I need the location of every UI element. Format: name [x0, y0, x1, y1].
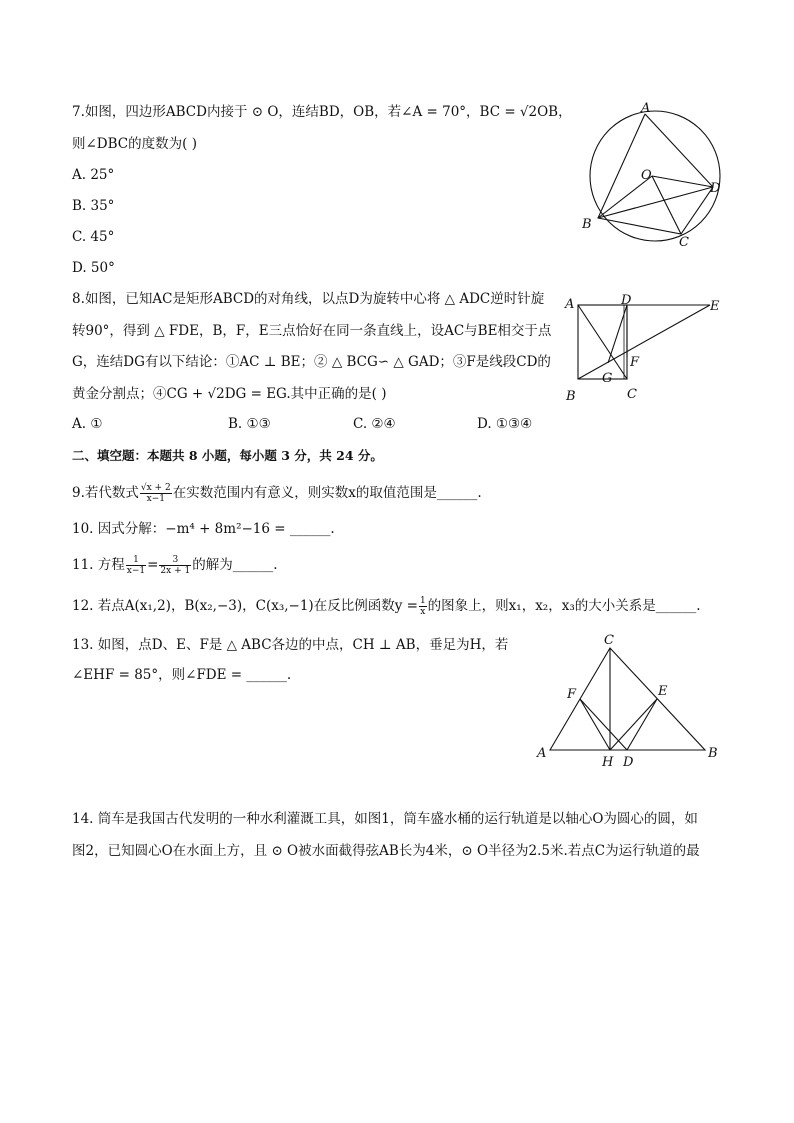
- q13-label-a: A: [537, 746, 547, 761]
- q9-denominator: x−1: [146, 494, 165, 504]
- q8-option-b: B. ①③: [228, 416, 271, 432]
- q8-label-a: A: [565, 297, 575, 312]
- q12-prefix: 12. 若点A(x₁,2)，B(x₂,−3)，C(x₃,−1)在反比例函数y =: [72, 598, 418, 614]
- q13-segment-eh: [610, 699, 657, 750]
- q11-line: [72, 551, 278, 579]
- q8-option-d: D. ①③④: [477, 416, 533, 432]
- q8-label-e: E: [710, 299, 720, 314]
- q8-line2: 转90°，得到 △ FDE，B，F，E三点恰好在同一条直线上，设AC与BE相交于点: [72, 323, 552, 339]
- q13-segment-fd: [580, 699, 627, 750]
- q12-denominator: x: [420, 607, 426, 617]
- q7-option-b: B. 35°: [72, 198, 115, 214]
- q7-figure: [575, 100, 735, 260]
- q11-denominator-left: x−1: [126, 566, 146, 576]
- q7-label-d: D: [710, 181, 721, 196]
- q8-option-c: C. ②④: [353, 416, 396, 432]
- q10-line: 10. 因式分解：−m⁴ + 8m²−16 = ______.: [72, 521, 335, 537]
- q8-line4: 黄金分割点；④CG + √2DG = EG.其中正确的是( ): [72, 386, 387, 402]
- q8-figure: [560, 292, 730, 404]
- q7-line2: 则∠DBC的度数为( ): [72, 136, 197, 152]
- q8-label-c: C: [627, 387, 637, 402]
- q14-line2: 图2，已知圆心O在水面上方，且 ⊙ O被水面截得弦AB长为4米，⊙ O半径为2.5米.若点C为运行轨道的最: [72, 843, 700, 859]
- q7-label-a: A: [641, 101, 651, 116]
- q8-segment-be: [578, 305, 710, 379]
- q13-segment-ed: [627, 699, 657, 750]
- q8-option-a: A. ①: [72, 416, 103, 432]
- q8-label-d: D: [621, 293, 632, 308]
- q13-line1: 13. 如图，点D、E、F是 △ ABC各边的中点，CH ⊥ AB，垂足为H，若: [72, 637, 509, 653]
- q11-numerator-left: 1: [126, 555, 146, 566]
- q9-numerator: √x + 2: [140, 483, 171, 493]
- q7-option-a: A. 25°: [72, 167, 115, 183]
- q13-figure: [535, 630, 725, 770]
- q12-numerator: 1: [419, 596, 426, 606]
- q13-line2: ∠EHF = 85°，则∠FDE = ______.: [72, 667, 292, 683]
- q12-suffix: 的图象上，则x₁，x₂，x₃的大小关系是______.: [427, 598, 701, 614]
- q7-line1: 7.如图，四边形ABCD内接于 ⊙ O，连结BD，OB，若∠A = 70°，BC = √2OB，: [72, 104, 572, 120]
- q13-label-f: F: [567, 687, 577, 702]
- q9-prefix: 9.若代数式: [72, 485, 139, 501]
- q8-label-b: B: [566, 389, 576, 404]
- q13-label-h: H: [602, 755, 614, 770]
- q11-numerator-right: 3: [159, 555, 191, 566]
- q12-fraction: [419, 596, 427, 617]
- q7-option-c: C. 45°: [72, 229, 115, 245]
- q7-quadrilateral: [598, 114, 713, 234]
- q7-label-o: O: [641, 168, 652, 183]
- q13-label-d: D: [623, 755, 634, 770]
- q7-option-d: D. 50°: [72, 260, 115, 276]
- q8-line1: 8.如图，已知AC是矩形ABCD的对角线，以点D为旋转中心将 △ ADC逆时针旋: [72, 291, 545, 307]
- q8-line3: G，连结DG有以下结论：①AC ⊥ BE；② △ BCG∽ △ GAD；③F是线段CD的: [72, 354, 551, 370]
- q8-label-f: F: [630, 355, 640, 370]
- q11-prefix: 11. 方程: [72, 557, 125, 573]
- q12-line: [72, 592, 701, 620]
- q9-fraction: [140, 483, 172, 504]
- q7-label-b: B: [582, 217, 592, 232]
- q9-line: [72, 479, 482, 507]
- q13-label-b: B: [708, 746, 718, 761]
- q8-segment-ac: [578, 305, 627, 379]
- q7-label-c: C: [679, 235, 689, 250]
- q13-segment-fh: [580, 699, 610, 750]
- q13-label-c: C: [604, 633, 614, 648]
- q11-fraction-left: [126, 555, 146, 576]
- q7-segment-bd: [598, 187, 713, 218]
- q14-line1: 14. 筒车是我国古代发明的一种水利灌溉工具，如图1，筒车盛水桶的运行轨道是以轴心O为圆心的圆，如: [72, 811, 698, 827]
- q11-fraction-right: [159, 555, 191, 576]
- q8-label-g: G: [602, 371, 613, 386]
- q9-suffix: 在实数范围内有意义，则实数x的取值范围是______.: [172, 485, 482, 501]
- q11-denominator-right: 2x + 1: [160, 566, 191, 576]
- q11-suffix: 的解为______.: [192, 557, 278, 573]
- q7-segment-oc: [652, 176, 681, 234]
- section-heading: 二、填空题：本题共 8 小题，每小题 3 分，共 24 分。: [72, 448, 383, 463]
- q11-equals: =: [147, 557, 159, 573]
- q13-label-e: E: [658, 684, 668, 699]
